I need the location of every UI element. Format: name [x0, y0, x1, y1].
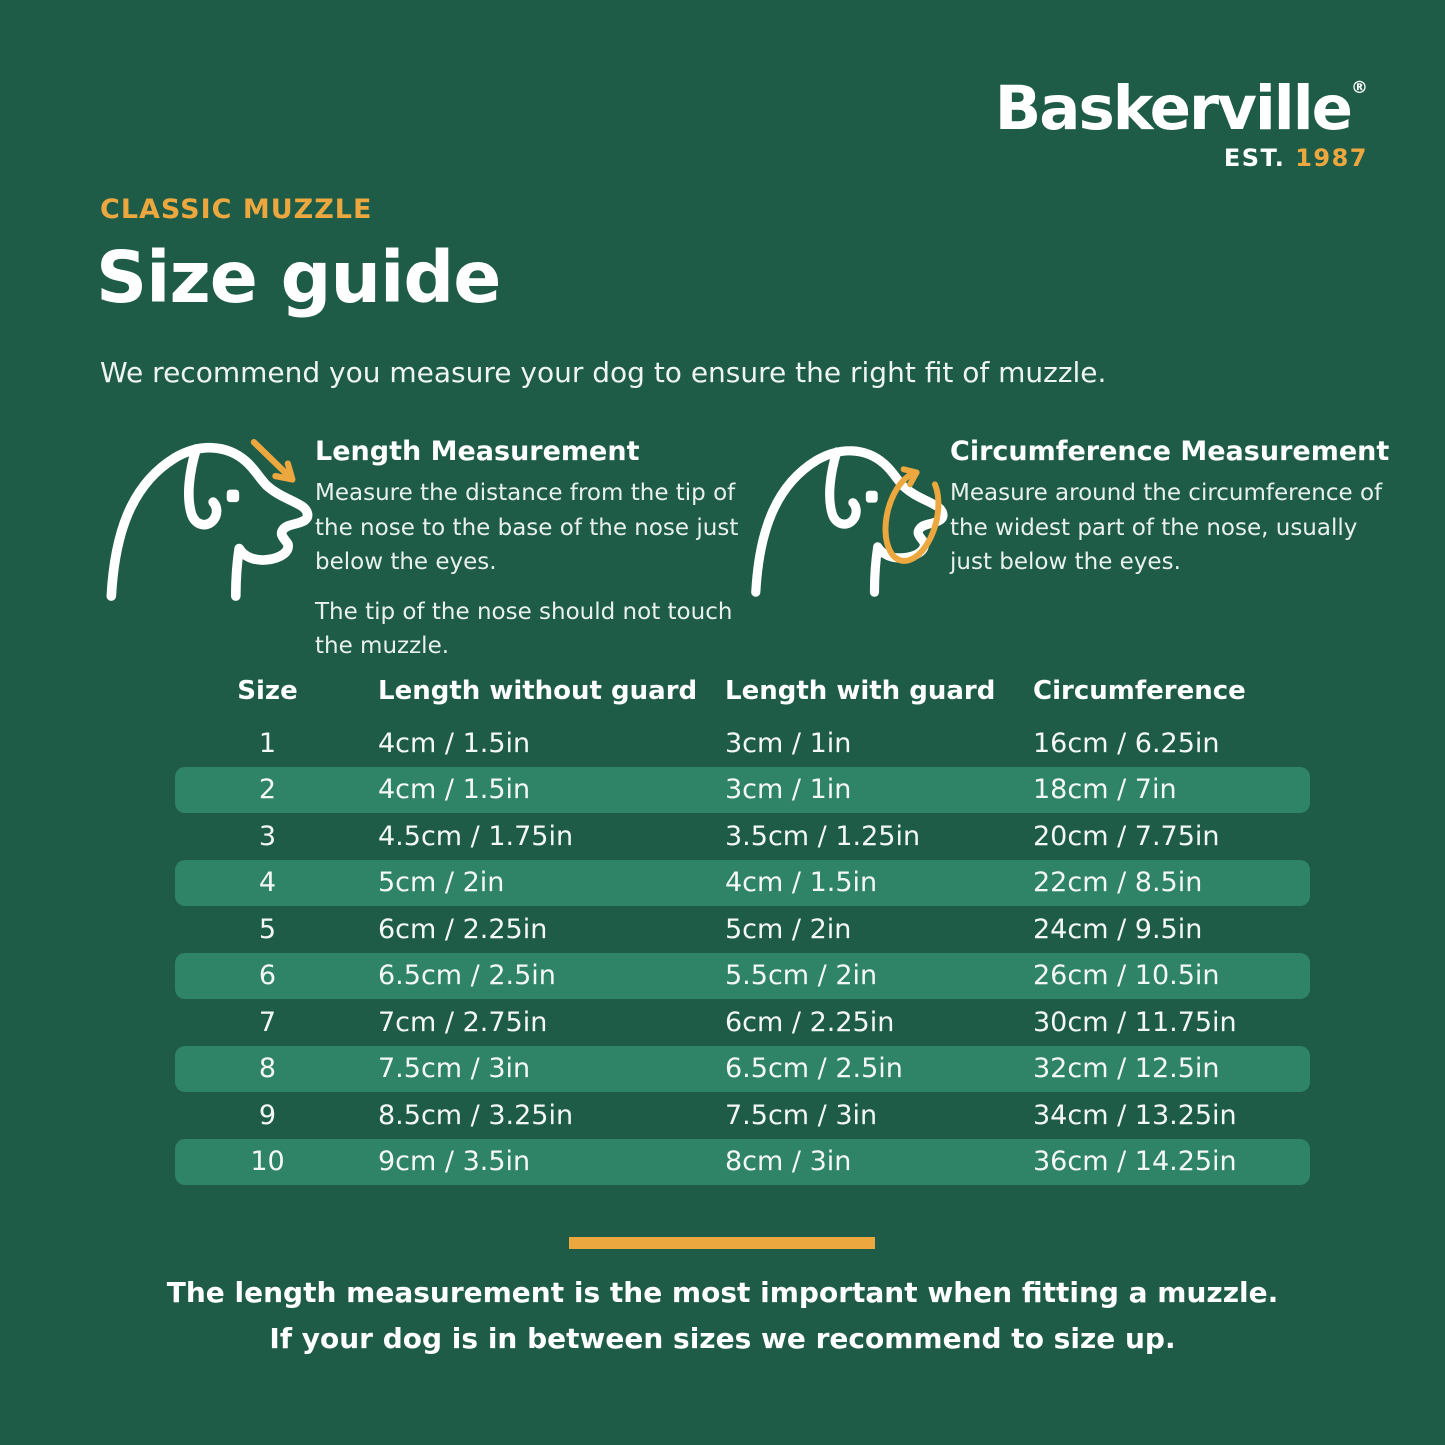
est-year: 1987	[1295, 144, 1368, 172]
length-measurement-description: Measure the distance from the tip of the nose to the base of the nose just below the eyes.	[315, 480, 739, 575]
table-row	[175, 813, 1310, 860]
table-row	[175, 1139, 1310, 1186]
cell-length-without-guard: 4cm / 1.5in	[378, 727, 531, 759]
cell-circumference: 20cm / 7.75in	[1033, 820, 1220, 852]
circumference-measurement-title: Circumference Measurement	[950, 436, 1390, 467]
column-header-circumference: Circumference	[1033, 676, 1246, 706]
cell-length-without-guard: 4.5cm / 1.75in	[378, 820, 574, 852]
cell-length-without-guard: 6cm / 2.25in	[378, 913, 548, 945]
cell-length-with-guard: 3cm / 1in	[725, 727, 852, 759]
length-measurement-title: Length Measurement	[315, 436, 640, 467]
cell-length-with-guard: 6cm / 2.25in	[725, 1006, 895, 1038]
table-row	[175, 906, 1310, 953]
cell-length-with-guard: 3.5cm / 1.25in	[725, 820, 921, 852]
footer-line-2: If your dog is in between sizes we recommend to size up.	[269, 1321, 1176, 1355]
table-row	[175, 1046, 1310, 1093]
cell-circumference: 16cm / 6.25in	[1033, 727, 1220, 759]
cell-length-without-guard: 7cm / 2.75in	[378, 1006, 548, 1038]
table-row	[175, 860, 1310, 907]
table-row	[175, 720, 1310, 767]
length-measurement-text	[315, 426, 747, 679]
table-row	[175, 767, 1310, 814]
cell-circumference: 26cm / 10.5in	[1033, 960, 1220, 992]
cell-length-with-guard: 5.5cm / 2in	[725, 960, 878, 992]
column-header-length-with-guard: Length with guard	[725, 676, 996, 706]
cell-circumference: 36cm / 14.25in	[1033, 1146, 1237, 1178]
brand-name	[994, 73, 1368, 144]
table-row	[175, 953, 1310, 1000]
circumference-measurement-block	[745, 426, 1390, 679]
cell-length-with-guard: 5cm / 2in	[725, 913, 852, 945]
cell-size: 4	[258, 867, 277, 899]
cell-length-with-guard: 6.5cm / 2.5in	[725, 1053, 903, 1085]
length-measurement-note: The tip of the nose should not touch the muzzle.	[315, 598, 733, 659]
column-header-size: Size	[237, 676, 298, 706]
circumference-measurement-text	[950, 426, 1390, 679]
page-title: Size guide	[96, 236, 501, 319]
cell-circumference: 22cm / 8.5in	[1033, 867, 1203, 899]
cell-size: 9	[258, 1099, 277, 1131]
cell-length-with-guard: 3cm / 1in	[725, 774, 852, 806]
cell-length-without-guard: 7.5cm / 3in	[378, 1053, 531, 1085]
cell-length-without-guard: 9cm / 3.5in	[378, 1146, 531, 1178]
footer-note	[0, 1274, 1445, 1366]
cell-length-with-guard: 8cm / 3in	[725, 1146, 852, 1178]
size-table-header	[175, 662, 1310, 720]
cell-length-without-guard: 6.5cm / 2.5in	[378, 960, 556, 992]
cell-length-without-guard: 8.5cm / 3.25in	[378, 1099, 574, 1131]
cell-size: 5	[258, 913, 277, 945]
brand-logo	[994, 73, 1368, 172]
circumference-measurement-description: Measure around the circumference of the widest part of the nose, usually just below the eyes.	[950, 480, 1383, 575]
cell-size: 6	[258, 960, 277, 992]
column-header-length-without-guard: Length without guard	[378, 676, 698, 706]
dog-head-circumference-loop-icon	[745, 426, 950, 679]
cell-circumference: 18cm / 7in	[1033, 774, 1177, 806]
est-label: EST.	[1223, 144, 1286, 172]
cell-size: 1	[258, 727, 277, 759]
measurement-instructions	[100, 426, 1390, 679]
registered-trademark-icon: ®	[1351, 78, 1368, 98]
product-name-eyebrow: CLASSIC MUZZLE	[100, 194, 373, 225]
page-subtitle: We recommend you measure your dog to ensure the right fit of muzzle.	[100, 356, 1107, 389]
cell-size: 3	[258, 820, 277, 852]
established-line	[995, 146, 1368, 170]
cell-size: 2	[258, 774, 277, 806]
gold-divider-bar	[569, 1237, 875, 1249]
cell-size: 10	[250, 1146, 285, 1178]
cell-size: 7	[258, 1006, 277, 1038]
table-row	[175, 1092, 1310, 1139]
length-measurement-block	[100, 426, 745, 679]
size-table-body	[175, 720, 1310, 1185]
cell-circumference: 34cm / 13.25in	[1033, 1099, 1237, 1131]
cell-length-with-guard: 4cm / 1.5in	[725, 867, 878, 899]
cell-size: 8	[258, 1053, 277, 1085]
cell-length-without-guard: 5cm / 2in	[378, 867, 505, 899]
size-table	[175, 662, 1310, 1185]
brand-text: Baskerville	[994, 73, 1351, 144]
cell-circumference: 32cm / 12.5in	[1033, 1053, 1220, 1085]
cell-length-with-guard: 7.5cm / 3in	[725, 1099, 878, 1131]
dog-head-length-arrow-icon	[100, 426, 315, 679]
cell-length-without-guard: 4cm / 1.5in	[378, 774, 531, 806]
footer-line-1: The length measurement is the most important when fitting a muzzle.	[166, 1276, 1279, 1309]
cell-circumference: 24cm / 9.5in	[1033, 913, 1203, 945]
cell-circumference: 30cm / 11.75in	[1033, 1006, 1237, 1038]
table-row	[175, 999, 1310, 1046]
